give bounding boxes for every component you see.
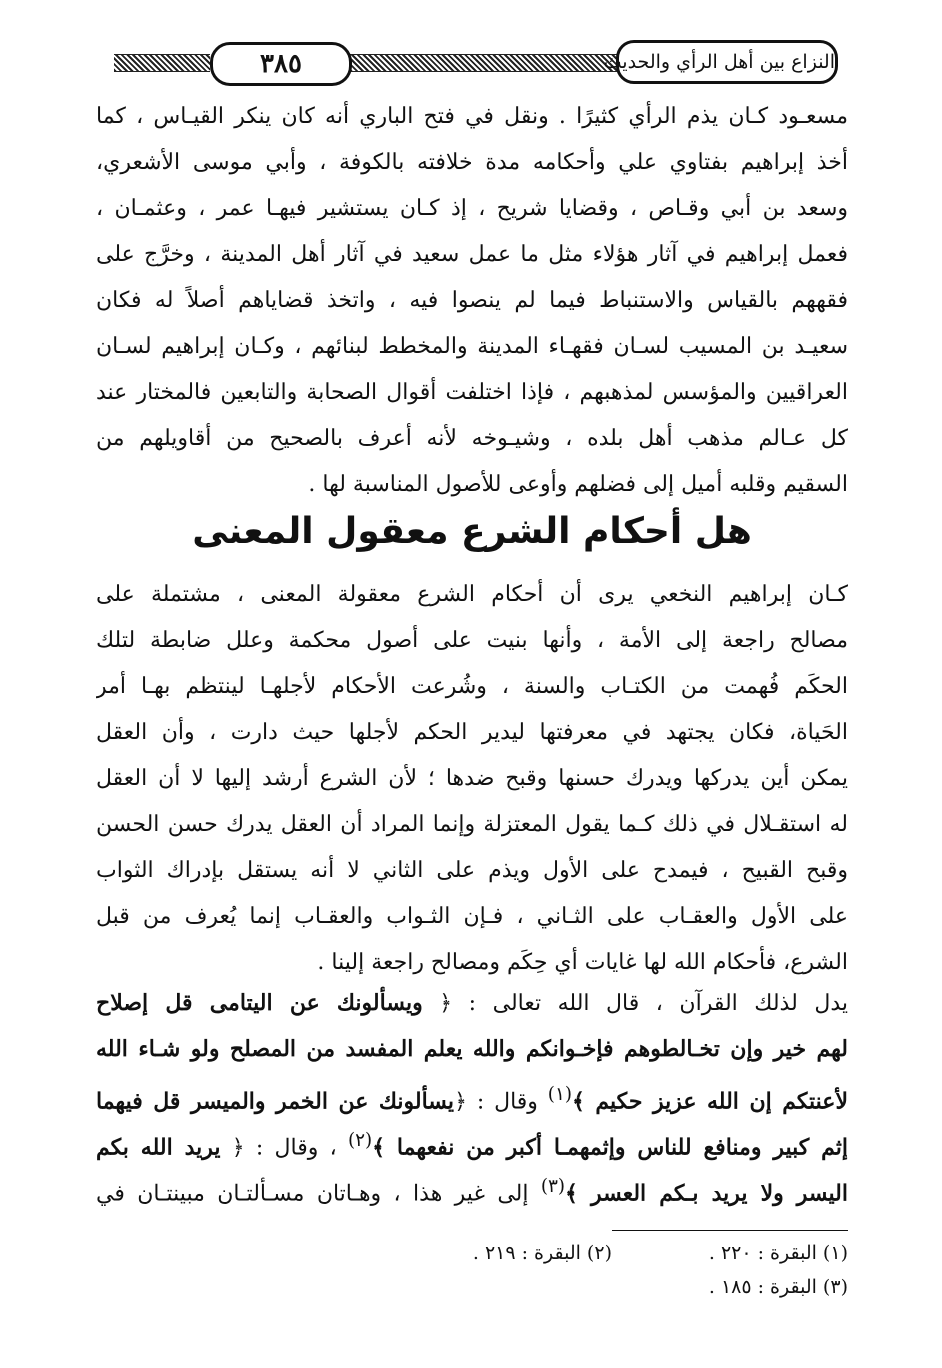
text-line xyxy=(96,1164,848,1210)
paragraph-1 xyxy=(96,94,848,508)
text-line: وقبح القبيح ، فيمدح على الأول ويذم على الثاني لا أنه يستقل بإدراك الثواب xyxy=(96,858,848,883)
text-line: العراقيين والمؤسس لمذهبهم ، فإذا اختلفت أقوال الصحابة والتابعين فالمختار عند xyxy=(96,380,848,405)
text-line: على الأول والعقـاب على الثـاني ، فـإن الثـواب والعقـاب إنما يُعرف من قبل xyxy=(96,904,848,929)
text-line: الشرع، فأحكام الله لها غايات أي حِكَم ومصالح راجعة إلينا . xyxy=(317,950,848,975)
quran-quote: اليسر ولا يريد بـكم العسر ﴾ xyxy=(565,1180,848,1207)
text-line: له استقـلال في ذلك كـما يقول المعتزلة وإنما المراد أن العقل يدرك حسن الحسن xyxy=(96,812,848,837)
running-title: النزاع بين أهل الرأي والحديث xyxy=(616,40,838,84)
text-line: الحَياة، فكان يجتهد في معرفتها ليدير الحكم لأجلها حيث دارت ، وأن العقل xyxy=(96,720,848,745)
text-line: كل عـالم مذهب أهل بلده ، وشيـوخه لأنه أعرف بالصحيح من أقاويلهم من xyxy=(96,426,848,451)
text-line: الحكَم فُهمت من الكتـاب والسنة ، وشُرعت الأحكام لأجلهـا لينتظم بهـا أمر xyxy=(96,674,848,699)
quran-quote: يريد الله بكم xyxy=(96,1134,221,1161)
footnote-ref: (٢) xyxy=(347,1130,373,1151)
text-line: أخذ إبراهيم بفتاوي علي وأحكامه مدة خلافته بالكوفة ، وأبي موسى الأشعري، xyxy=(96,150,848,175)
footnote-3: (٣) البقرة : ١٨٥ . xyxy=(708,1276,848,1298)
quran-quote: يسألونك عن الخمر والميسر قل فيهما xyxy=(96,1088,455,1115)
page-header xyxy=(96,34,848,90)
text-line: سعيـد بن المسيب لسـان فقهـاء المدينة والمخطط لبنائهم ، وكـان إبراهيم لسـان xyxy=(96,334,848,359)
page-number: ٣٨٥ xyxy=(210,42,352,86)
inline-text: يدل لذلك القرآن ، قال الله تعالى : ﴿ xyxy=(422,991,848,1016)
paragraph-3 xyxy=(96,980,848,1210)
text-line: يمكن أين يدركها ويدرك حسنها وقبح ضدها ؛ لأن الشرع أرشد إليها لا أن العقل xyxy=(96,766,848,791)
quran-quote: لأعنتكم إن الله عزيز حكيم ﴾ xyxy=(571,1088,848,1115)
text-line: مسعـود كـان يذم الرأي كثيرًا . ونقل في فتح الباري أنه كان ينكر القيـاس ، كما xyxy=(96,104,848,129)
inline-text: ، وقال : ﴿ xyxy=(220,1135,348,1161)
text-line: كـان إبراهيم النخعي يرى أن أحكام الشرع معقولة المعنى ، مشتملة على xyxy=(96,582,848,607)
text-line xyxy=(96,1118,848,1164)
quran-quote-line: لهم خير وإن تخـالطوهم فإخـوانكم والله يعلم المفسد من المصلح ولو شـاء الله xyxy=(96,1036,848,1062)
quran-quote: إثم كبير ومنافع للناس وإثمهمـا أكبر من نفعهما ﴾ xyxy=(372,1134,848,1161)
text-line: وسعد بن أبي وقـاص ، وقضايا شريح ، إذ كـان يستشير فيهـا عمر ، وعثمـان ، xyxy=(96,196,848,221)
quran-quote: ويسألونك عن اليتامى قل إصلاح xyxy=(96,990,423,1016)
footnote-ref: (١) xyxy=(547,1084,572,1105)
text-line xyxy=(96,1072,848,1118)
footnote-ref: (٣) xyxy=(540,1176,566,1197)
text-line: فقههم بالقياس والاستنباط فيما لم ينصوا فيه ، واتخذ قضاياهم أصلاً له فكان xyxy=(96,288,848,313)
inline-text: وقال : ﴿ xyxy=(454,1089,548,1115)
paragraph-2 xyxy=(96,572,848,986)
text-line: السقيم وقلبه أميل إلى فضلهم وأوعى للأصول المناسبة لها . xyxy=(308,472,848,497)
footnote-1: (١) البقرة : ٢٢٠ . xyxy=(708,1242,848,1264)
footnote-2: (٢) البقرة : ٢١٩ . xyxy=(472,1242,612,1264)
header-ornament-left xyxy=(114,54,210,72)
text-line: مصالح راجعة إلى الأمة ، وأنها بنيت على أصول محكمة وعلل ضابطة لتلك xyxy=(96,628,848,653)
footnote-separator xyxy=(612,1230,848,1231)
text-line: فعمل إبراهيم في آثار هؤلاء مثل ما عمل سعيد في آثار أهل المدينة ، وخرَّج على xyxy=(96,242,848,267)
inline-text: إلى غير هذا ، وهـاتان مسـألتـان مبينتـان في xyxy=(96,1181,541,1207)
text-line xyxy=(96,980,848,1026)
section-heading: هل أحكام الشرع معقول المعنى xyxy=(192,511,752,552)
